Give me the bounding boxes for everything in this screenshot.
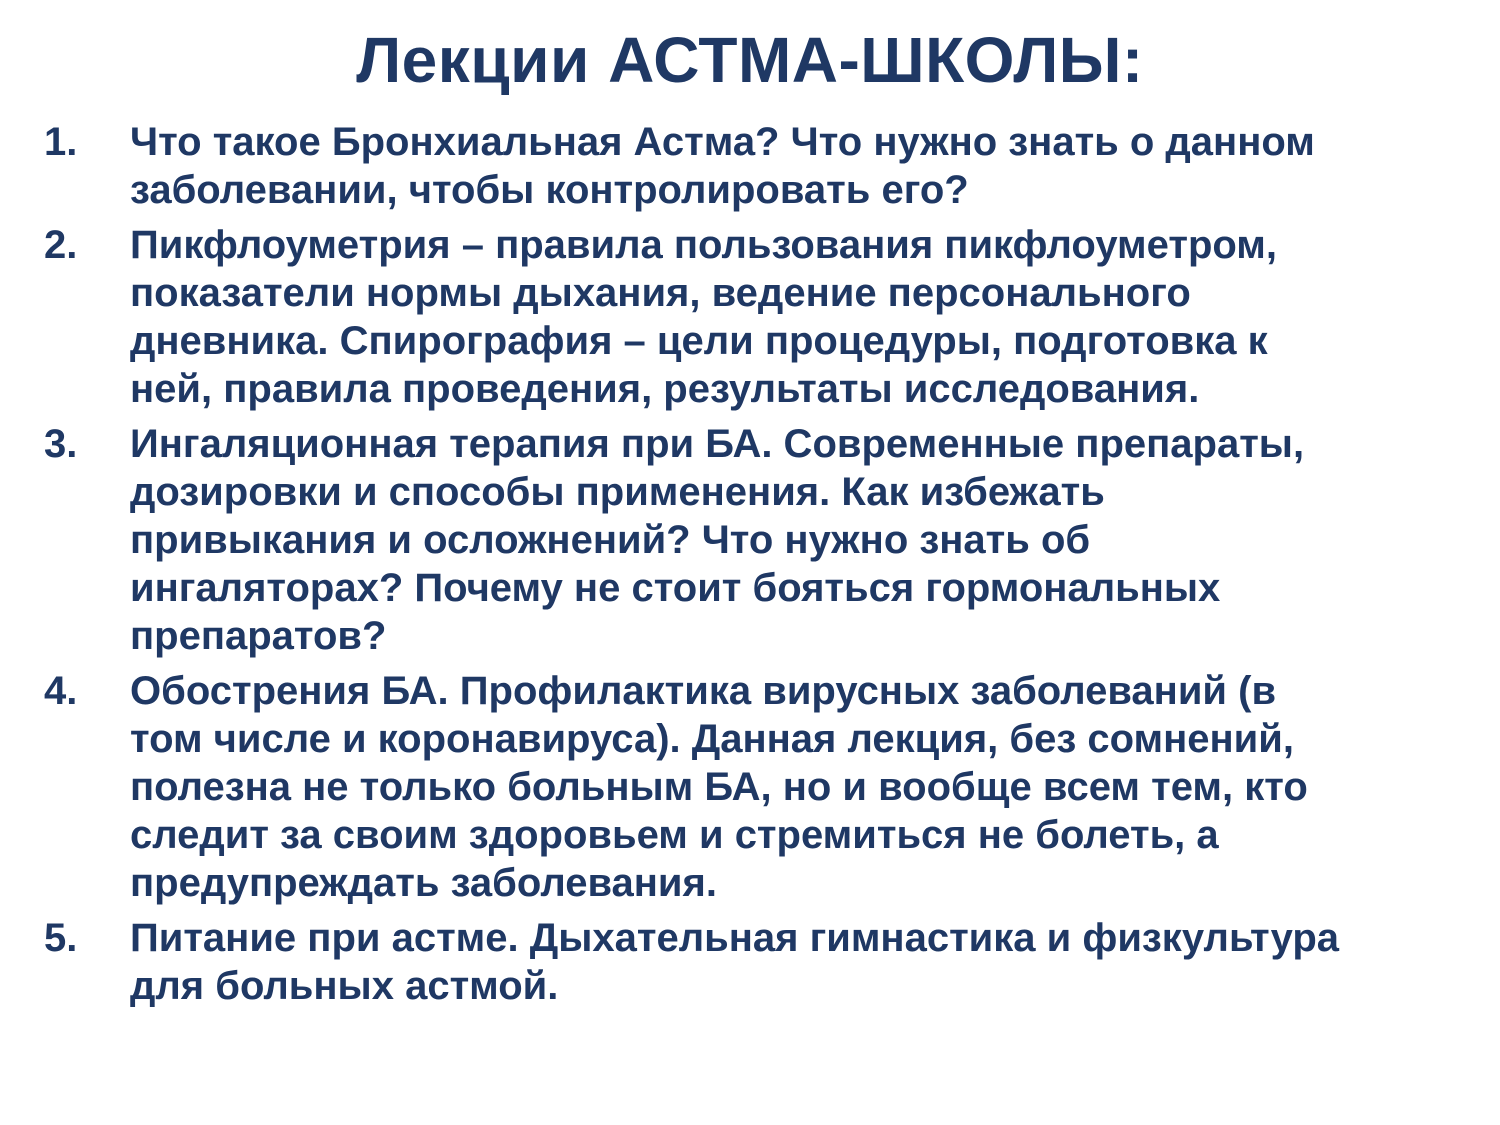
lecture-item-2 [44, 221, 1464, 413]
lecture-number: 3. [44, 422, 78, 466]
lecture-text: Обострения БА. Профилактика вирусных заболеваний (в том числе и коронавируса). Данная лекция, без сомнений, полезна не только больным БА, но и вообще всем тем, кто следит за своим здоровьем и стремиться не болеть, а предупреждать заболевания. [130, 669, 1308, 905]
lecture-item-5 [44, 914, 1464, 1010]
lecture-text: Что такое Бронхиальная Астма? Что нужно знать о данном заболевании, чтобы контролировать его? [130, 120, 1315, 212]
lecture-item-4 [44, 667, 1464, 907]
lecture-item-1 [44, 118, 1464, 214]
lecture-text: Ингаляционная терапия при БА. Современные препараты, дозировки и способы применения. Как избежать привыкания и осложнений? Что нужно знать об ингаляторах? Почему не стоит бояться гормональных препаратов? [130, 422, 1305, 658]
lecture-number: 2. [44, 223, 78, 267]
slide-title: Лекции АСТМА-ШКОЛЫ: [356, 24, 1144, 96]
lecture-text: Пикфлоуметрия – правила пользования пикфлоуметром, показатели нормы дыхания, ведение персонального дневника. Спирография – цели процедуры, подготовка к ней, правила проведения, результаты исследования. [130, 223, 1277, 411]
lecture-item-3 [44, 420, 1464, 660]
lecture-number: 4. [44, 669, 78, 713]
lecture-text: Питание при астме. Дыхательная гимнастика и физкультура для больных астмой. [130, 916, 1340, 1008]
lecture-number: 5. [44, 916, 78, 960]
lecture-number: 1. [44, 120, 78, 164]
lecture-list [44, 118, 1464, 1017]
